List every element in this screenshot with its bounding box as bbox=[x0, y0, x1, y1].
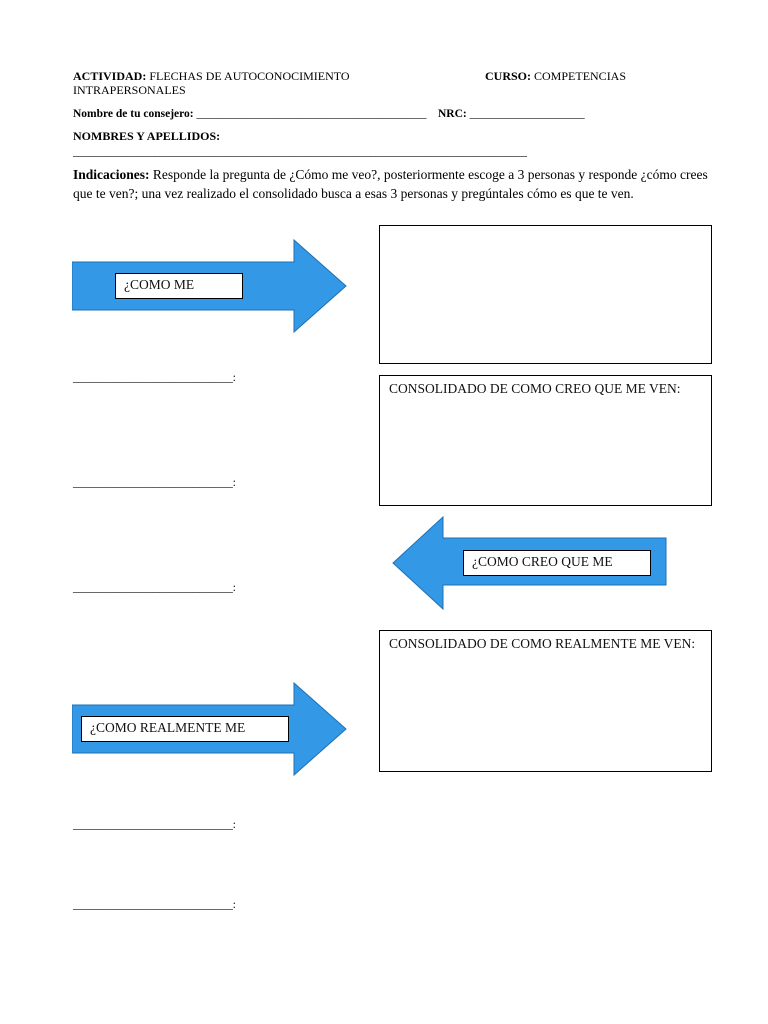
full-name-label: NOMBRES Y APELLIDOS: bbox=[73, 129, 221, 143]
person-name-line-4[interactable]: ____________________________: bbox=[73, 817, 236, 831]
activity-value-continued: INTRAPERSONALES bbox=[73, 83, 186, 97]
arrow-label-how-i-think-they-see-me: ¿COMO CREO QUE ME bbox=[463, 550, 651, 576]
course-label: CURSO: bbox=[485, 69, 532, 83]
instructions-label: Indicaciones: bbox=[73, 167, 150, 182]
person-name-line-3[interactable]: ____________________________: bbox=[73, 580, 236, 594]
answer-box-how-i-see-myself[interactable] bbox=[379, 225, 712, 364]
person-name-line-2[interactable]: ____________________________: bbox=[73, 475, 236, 489]
consolidated-box-how-they-really-see-me[interactable] bbox=[379, 630, 712, 772]
instructions-text: Responde la pregunta de ¿Cómo me veo?, posteriormente escoge a 3 personas y responde ¿cómo crees que te ven?; una vez realizado el consolidado busca a esas 3 personas y pregúntales cómo es que te ven. bbox=[73, 167, 708, 201]
person-name-line-1[interactable]: ____________________________: bbox=[73, 370, 236, 384]
consolidated-box-title: CONSOLIDADO DE COMO REALMENTE ME VEN: bbox=[389, 636, 696, 651]
counselor-input-line[interactable]: ________________________________________ bbox=[193, 108, 427, 120]
activity-field bbox=[73, 69, 350, 83]
counselor-field bbox=[73, 107, 427, 121]
activity-value: FLECHAS DE AUTOCONOCIMIENTO bbox=[146, 69, 350, 83]
course-field bbox=[485, 69, 626, 83]
arrow-label-how-they-really-see-me: ¿COMO REALMENTE ME bbox=[81, 716, 289, 742]
person-name-line-5[interactable]: ____________________________: bbox=[73, 897, 236, 911]
full-name-input-line[interactable]: ____________________________________________________________________________________ bbox=[73, 146, 527, 158]
answer-box-text bbox=[380, 226, 711, 234]
nrc-label: NRC: bbox=[438, 108, 467, 120]
arrow-label-how-i-see-myself: ¿COMO ME bbox=[115, 273, 243, 299]
counselor-label: Nombre de tu consejero: bbox=[73, 108, 194, 120]
instructions bbox=[73, 165, 713, 203]
course-value: COMPETENCIAS bbox=[531, 69, 627, 83]
nrc-input-line[interactable]: ____________________ bbox=[466, 108, 585, 120]
nrc-field bbox=[438, 107, 585, 121]
consolidated-box-title: CONSOLIDADO DE COMO CREO QUE ME VEN: bbox=[389, 381, 681, 396]
consolidated-box-how-they-see-me[interactable] bbox=[379, 375, 712, 506]
activity-label: ACTIVIDAD: bbox=[73, 69, 147, 83]
